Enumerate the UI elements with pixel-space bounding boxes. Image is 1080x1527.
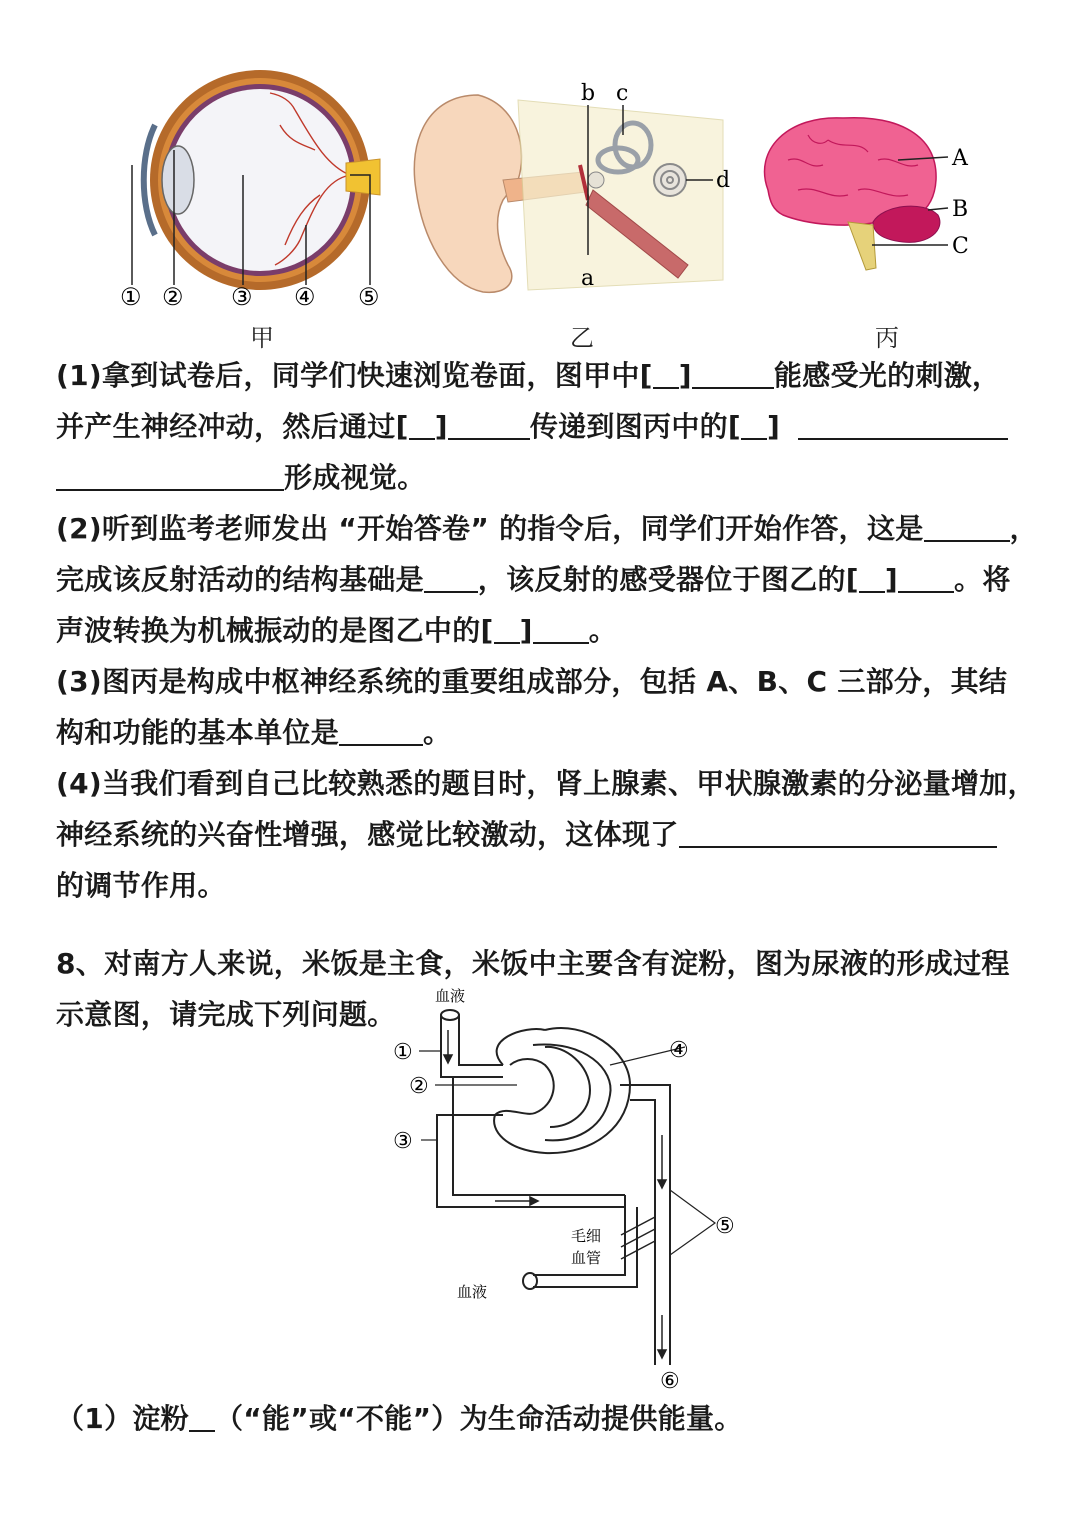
capillary-label-1: 毛细	[571, 1227, 602, 1245]
blank[interactable]	[859, 561, 885, 593]
ear-label-c: c	[616, 81, 629, 106]
nephron-label-2: ②	[409, 1074, 429, 1099]
ear-label-d: d	[716, 168, 731, 193]
ossicles	[588, 172, 604, 188]
q8-sub1: （1）淀粉 （“能”或“不能”）为生命活动提供能量。	[56, 1402, 743, 1435]
blank[interactable]	[924, 510, 1010, 542]
q7-p2-line1: (2)听到监考老师发出 “开始答卷” 的指令后，同学们开始作答，这是 ，	[56, 512, 1038, 545]
nephron-diagram	[385, 985, 765, 1390]
q7-p4-line3: 的调节作用。	[56, 869, 226, 902]
blank[interactable]	[448, 408, 530, 440]
q7-p1-line1: (1)拿到试卷后，同学们快速浏览卷面，图甲中[ ] 能感受光的刺激，	[56, 359, 1001, 392]
q7-text	[56, 350, 1038, 911]
q7-p1-line3: 形成视觉。	[56, 452, 1031, 503]
blank[interactable]	[56, 459, 284, 491]
blank[interactable]	[189, 1400, 215, 1432]
optic-nerve	[346, 159, 380, 195]
nephron-label-4: ④	[669, 1038, 689, 1063]
blank[interactable]	[679, 816, 997, 848]
blood-in-label: 血液	[435, 987, 466, 1005]
ear-label-a: a	[581, 266, 595, 291]
q8-stem-line1: 8、对南方人来说，米饭是主食，米饭中主要含有淀粉，图为尿液的形成过程	[56, 947, 1010, 980]
blank[interactable]	[898, 561, 954, 593]
q8-stem-line2: 示意图，请完成下列问题。	[56, 998, 396, 1031]
brain-label-A: A	[952, 146, 968, 171]
cochlea	[654, 164, 686, 196]
blank[interactable]	[409, 408, 435, 440]
eye-label-1: ①	[120, 283, 142, 311]
q7-p3-line2: 构和功能的基本单位是 。	[56, 716, 452, 749]
nephron-label-3: ③	[393, 1129, 413, 1154]
eye-label-3: ③	[231, 283, 253, 311]
blank[interactable]	[424, 561, 478, 593]
nephron-label-1: ①	[393, 1040, 413, 1065]
eye-label-4: ④	[294, 283, 316, 311]
blank[interactable]	[339, 714, 423, 746]
brain-diagram	[748, 110, 988, 280]
nephron-label-5: ⑤	[715, 1214, 735, 1239]
blank[interactable]	[533, 612, 589, 644]
q7-p2-line2: 完成该反射活动的结构基础是 ，该反射的感受器位于图乙的[ ] 。将	[56, 563, 1011, 596]
q7-p1-line2: 并产生神经冲动，然后通过[ ] 传递到图丙中的[ ]	[56, 401, 1031, 452]
eye-diagram	[110, 55, 410, 320]
brain-label-C: C	[952, 234, 969, 259]
brain-caption: 丙	[875, 324, 899, 352]
blank[interactable]	[798, 408, 1008, 440]
q7-p3-line1: (3)图丙是构成中枢神经系统的重要组成部分，包括 A、B、C 三部分，其结	[56, 665, 1008, 698]
nephron-label-6: ⑥	[660, 1369, 680, 1390]
blank[interactable]	[692, 357, 774, 389]
eye-caption: 甲	[250, 324, 274, 352]
brainstem	[848, 222, 876, 270]
q7-p2-line3: 声波转换为机械振动的是图乙中的[ ] 。	[56, 614, 618, 647]
q7-p4-line1: (4)当我们看到自己比较熟悉的题目时，肾上腺素、甲状腺激素的分泌量增加，	[56, 767, 1036, 800]
outer-ear	[414, 95, 521, 292]
blank[interactable]	[494, 612, 520, 644]
ear-label-b: b	[581, 81, 596, 106]
ear-caption: 乙	[570, 324, 594, 352]
brain-label-B: B	[952, 197, 969, 222]
ear-diagram	[408, 80, 738, 315]
blank[interactable]	[653, 357, 679, 389]
eye-label-2: ②	[162, 283, 184, 311]
lens	[162, 146, 194, 214]
capillary-label-2: 血管	[571, 1249, 602, 1267]
nephron-vessels	[437, 1010, 670, 1365]
q7-p4-line2: 神经系统的兴奋性增强，感觉比较激动，这体现了	[56, 809, 1031, 860]
blank[interactable]	[741, 408, 767, 440]
eye-label-5: ⑤	[358, 283, 380, 311]
blood-out-label: 血液	[457, 1283, 488, 1301]
